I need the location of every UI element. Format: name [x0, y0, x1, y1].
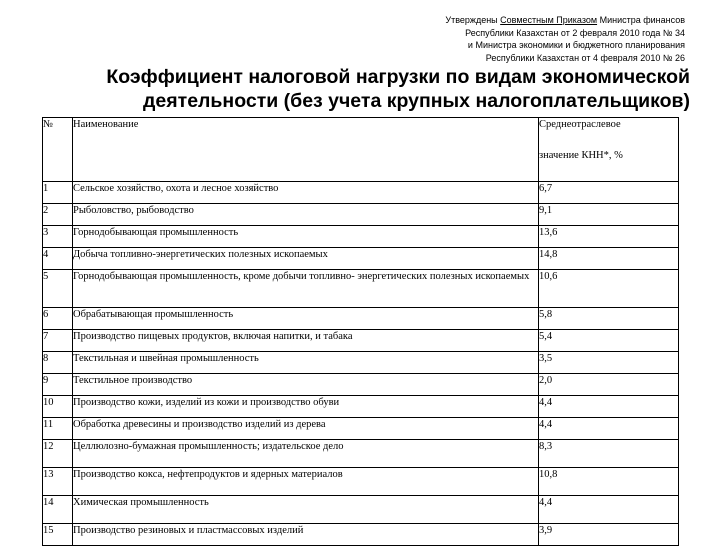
row-number: 9 [43, 374, 73, 396]
row-name: Химическая промышленность [73, 496, 539, 524]
row-value: 5,4 [539, 330, 679, 352]
row-name: Производство кожи, изделий из кожи и производство обуви [73, 396, 539, 418]
header-value [539, 118, 679, 182]
row-value: 4,4 [539, 418, 679, 440]
row-number: 11 [43, 418, 73, 440]
row-value: 6,7 [539, 182, 679, 204]
row-name: Целлюлозно-бумажная промышленность; издательское дело [73, 440, 539, 468]
title-line-2: деятельности (без учета крупных налогоплательщиков) [143, 90, 690, 112]
row-value: 2,0 [539, 374, 679, 396]
row-number: 15 [43, 524, 73, 546]
approval-line-3: и Министра экономики и бюджетного планирования [467, 40, 685, 50]
page-title [60, 65, 690, 113]
row-number: 4 [43, 248, 73, 270]
table-row [43, 204, 679, 226]
table-row [43, 248, 679, 270]
approval-line-4: Республики Казахстан от 4 февраля 2010 № 26 [485, 52, 685, 63]
row-number: 8 [43, 352, 73, 374]
table-row [43, 330, 679, 352]
table-row [43, 524, 679, 546]
joint-order-link-text: Совместным Приказом [500, 15, 598, 25]
title-line-1: Коэффициент налоговой нагрузки по видам экономической [106, 66, 690, 88]
row-number: 13 [43, 468, 73, 496]
header-value-line-2: значение КНН*, % [539, 150, 623, 161]
table-row [43, 308, 679, 330]
table-row [43, 374, 679, 396]
row-number: 5 [43, 270, 73, 308]
row-name: Добыча топливно-энергетических полезных ископаемых [73, 248, 539, 270]
approval-line-2: Республики Казахстан от 2 февраля 2010 года № 34 [465, 27, 685, 38]
row-value: 3,9 [539, 524, 679, 546]
tax-burden-table [42, 117, 679, 546]
row-number: 2 [43, 204, 73, 226]
table-row [43, 352, 679, 374]
row-name: Текстильное производство [73, 374, 539, 396]
row-name: Производство пищевых продуктов, включая напитки, и табака [73, 330, 539, 352]
row-name: Сельское хозяйство, охота и лесное хозяйство [73, 182, 539, 204]
row-name: Обрабатывающая промышленность [73, 308, 539, 330]
header-value-line-1: Среднеотраслевое [539, 119, 621, 130]
table-row [43, 396, 679, 418]
table-header-row [43, 118, 679, 182]
row-name: Рыболовство, рыбоводство [73, 204, 539, 226]
approval-note [305, 14, 685, 64]
row-name: Обработка древесины и производство изделий из дерева [73, 418, 539, 440]
row-name: Производство резиновых и пластмассовых изделий [73, 524, 539, 546]
row-value: 5,8 [539, 308, 679, 330]
row-value: 4,4 [539, 396, 679, 418]
table-row [43, 226, 679, 248]
row-value: 10,6 [539, 270, 679, 308]
table-row [43, 440, 679, 468]
row-number: 12 [43, 440, 73, 468]
row-number: 14 [43, 496, 73, 524]
row-value: 9,1 [539, 204, 679, 226]
table-row [43, 418, 679, 440]
row-value: 4,4 [539, 496, 679, 524]
table-row [43, 270, 679, 308]
row-value: 13,6 [539, 226, 679, 248]
table-row [43, 182, 679, 204]
approval-line-1: Утверждены Совместным Приказом Министра финансов [445, 15, 685, 25]
row-number: 6 [43, 308, 73, 330]
header-number: № [43, 118, 73, 182]
row-name: Горнодобывающая промышленность [73, 226, 539, 248]
row-value: 3,5 [539, 352, 679, 374]
row-value: 14,8 [539, 248, 679, 270]
row-name: Горнодобывающая промышленность, кроме добычи топливно- энергетических полезных ископаемых [73, 270, 539, 308]
row-number: 3 [43, 226, 73, 248]
row-name: Текстильная и швейная промышленность [73, 352, 539, 374]
header-name: Наименование [73, 118, 539, 182]
table-row [43, 496, 679, 524]
row-number: 1 [43, 182, 73, 204]
row-name: Производство кокса, нефтепродуктов и ядерных материалов [73, 468, 539, 496]
row-value: 10,8 [539, 468, 679, 496]
row-number: 10 [43, 396, 73, 418]
table-row [43, 468, 679, 496]
row-value: 8,3 [539, 440, 679, 468]
row-number: 7 [43, 330, 73, 352]
